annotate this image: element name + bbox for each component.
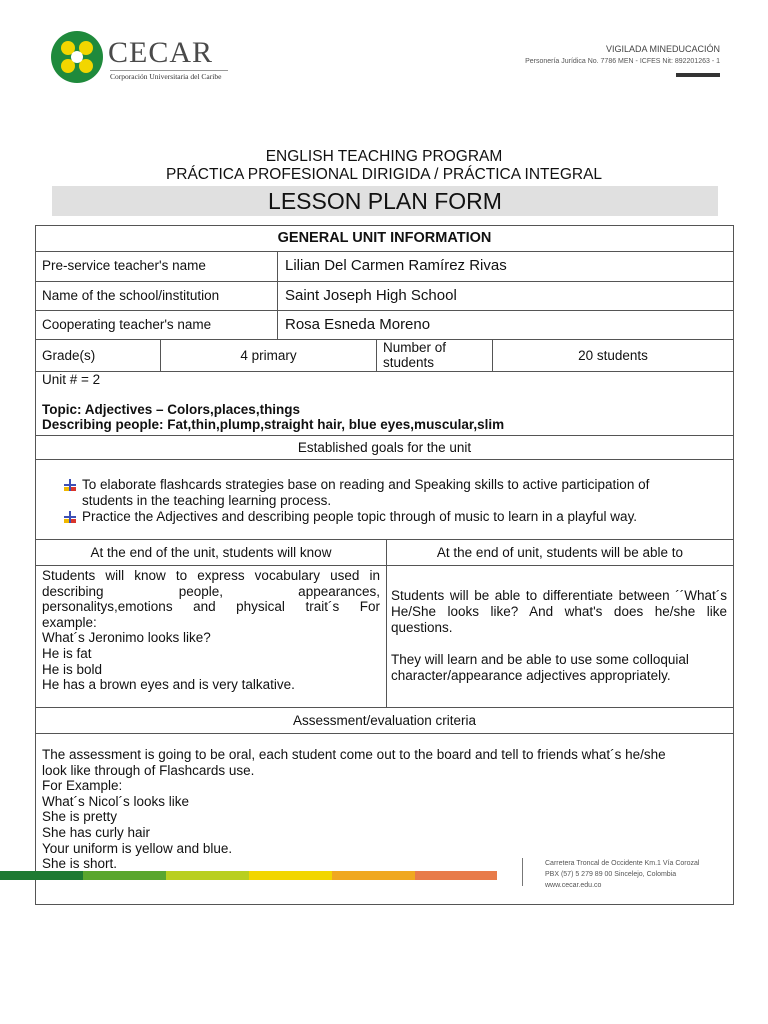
- students-value: 20 students: [578, 348, 648, 363]
- grade-divider-1: [160, 340, 161, 372]
- students-label-line1: Number of: [383, 340, 447, 355]
- outcomes-divider: [386, 540, 387, 708]
- vigilada-text: VIGILADA MINEDUCACIÓN: [605, 44, 720, 54]
- unit-number: Unit # = 2: [42, 372, 101, 387]
- goal-item: [36, 477, 733, 509]
- school-label: Name of the school/institution: [42, 288, 220, 303]
- assessment-line: look like through of Flashcards use.: [42, 762, 255, 778]
- school-row: [36, 282, 733, 311]
- outcomes-heading-row: [36, 540, 733, 566]
- goals-row: [36, 460, 733, 540]
- know-line: He has a brown eyes and is very talkative.: [42, 677, 295, 693]
- assessment-heading-row: [36, 708, 733, 734]
- unit-describing: Describing people: Fat,thin,plump,straight hair, blue eyes,muscular,slim: [42, 417, 505, 432]
- know-line: Students will know to express vocabulary used in: [42, 568, 380, 583]
- know-line: example:: [42, 614, 97, 630]
- program-title: ENGLISH TEACHING PROGRAM: [265, 148, 503, 165]
- assessment-line: She is pretty: [42, 809, 118, 825]
- school-value: Saint Joseph High School: [285, 287, 457, 304]
- assessment-text: [42, 747, 732, 872]
- footer-strip-yellow: [249, 871, 332, 880]
- assessment-heading: Assessment/evaluation criteria: [292, 713, 477, 728]
- know-text: [42, 568, 380, 693]
- goals-heading: Established goals for the unit: [297, 440, 472, 455]
- cecar-logo: [50, 30, 250, 86]
- know-line: He is fat: [42, 645, 92, 661]
- form-title: LESSON PLAN FORM: [52, 186, 718, 216]
- general-heading-row: [36, 226, 733, 252]
- cooperating-value: Rosa Esneda Moreno: [285, 316, 431, 333]
- address-line: Carretera Troncal de Occidente Km.1 Vía Corozal: [545, 860, 700, 867]
- assessment-line: She has curly hair: [42, 824, 151, 840]
- brand-subtitle: Corporación Universitaria del Caribe: [110, 70, 228, 81]
- goal-1-line1: To elaborate flashcards strategies base on reading and Speaking skills to active participation of: [82, 477, 650, 492]
- brand-name: CECAR: [108, 36, 214, 69]
- footer-strip-green-dark: [0, 871, 83, 880]
- assessment-line: She is short.: [42, 856, 118, 872]
- web-line: www.cecar.edu.co: [545, 882, 602, 889]
- personeria-text: Personería Jurídica No. 7786 MEN - ICFES Nit: 892201263 - 1: [525, 58, 720, 65]
- goal-1-line2: students in the teaching learning process.: [82, 493, 332, 508]
- assessment-line: What´s Nicol´s looks like: [42, 793, 190, 809]
- teacher-label: Pre-service teacher's name: [42, 258, 206, 273]
- footer-strip-green: [83, 871, 166, 880]
- goals-list: [36, 477, 733, 525]
- grade-divider-2: [376, 340, 377, 372]
- grade-label: Grade(s): [42, 348, 96, 363]
- practice-title: PRÁCTICA PROFESIONAL DIRIGIDA / PRÁCTICA INTEGRAL: [165, 166, 603, 183]
- students-label: [383, 340, 446, 370]
- goal-2-line1: Practice the Adjectives and describing people topic through of music to learn in a playful way.: [82, 509, 638, 524]
- checklist-bullet-icon: [64, 479, 76, 491]
- know-line: personalitys,emotions and physical trait´s For: [42, 599, 380, 615]
- teacher-row: [36, 252, 733, 282]
- vigilada-block: [525, 44, 720, 65]
- phone-line: PBX (57) 5 279 89 00 Sincelejo, Colombia: [545, 871, 677, 878]
- unit-topic: Topic: Adjectives – Colors,places,things: [42, 402, 301, 417]
- footer-strip-orange: [332, 871, 415, 880]
- assessment-line: The assessment is going to be oral, each student come out to the board and tell to friends what´s he/she: [42, 747, 666, 762]
- grade-row: [36, 340, 733, 372]
- cecar-emblem-icon: [50, 30, 104, 84]
- cooperating-row: [36, 311, 733, 340]
- know-line: He is bold: [42, 661, 103, 677]
- cooperating-label: Cooperating teacher's name: [42, 317, 212, 332]
- teacher-value: Lilian Del Carmen Ramírez Rivas: [285, 257, 507, 274]
- footer-divider: [522, 858, 523, 886]
- label-divider: [277, 252, 278, 340]
- assessment-line: Your uniform is yellow and blue.: [42, 840, 233, 856]
- header-divider: [676, 73, 720, 77]
- able-heading: At the end of unit, students will be able to: [436, 545, 684, 560]
- goal-item: [36, 509, 733, 525]
- know-line: describing people, appearances,: [42, 583, 380, 599]
- unit-topic-row: [36, 372, 733, 436]
- grade-divider-3: [492, 340, 493, 372]
- know-line: What´s Jeronimo looks like?: [42, 630, 211, 646]
- general-heading: GENERAL UNIT INFORMATION: [277, 230, 492, 246]
- able-paragraph-1: Students will be able to differentiate between ´´What´s He/She looks like? And what's does he/she like questions.: [391, 588, 727, 635]
- lesson-plan-table: [35, 225, 734, 905]
- students-label-line2: students: [383, 355, 435, 370]
- footer-strip-coral: [415, 871, 497, 880]
- know-heading: At the end of the unit, students will know: [90, 545, 332, 560]
- footer-strip-lime: [166, 871, 249, 880]
- footer-address: [545, 858, 699, 891]
- goals-heading-row: [36, 436, 733, 460]
- checklist-bullet-icon: [64, 511, 76, 523]
- grade-value: 4 primary: [240, 348, 297, 363]
- assessment-line: For Example:: [42, 778, 123, 794]
- able-paragraph-2: They will learn and be able to use some colloquial character/appearance adjectives appropriately.: [391, 652, 689, 683]
